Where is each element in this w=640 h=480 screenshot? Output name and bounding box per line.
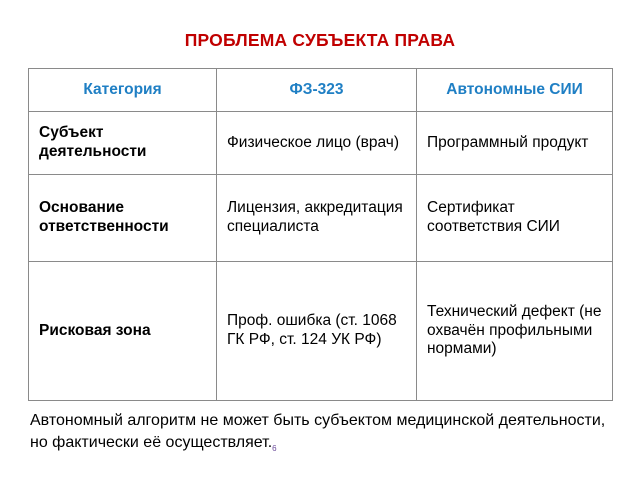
cell-fz323-risk-zone: Проф. ошибка (ст. 1068 ГК РФ, ст. 124 УК РФ) [217, 262, 417, 401]
table-row [29, 262, 613, 401]
comparison-table-container [28, 68, 612, 401]
table-row [29, 175, 613, 262]
row-label-subject: Субъект деятельности [29, 112, 217, 175]
page-title: ПРОБЛЕМА СУБЪЕКТА ПРАВА [184, 30, 456, 50]
cell-sii-risk-zone: Технический дефект (не охвачён профильными нормами) [417, 262, 613, 401]
row-label-risk-zone: Рисковая зона [29, 262, 217, 401]
table-header-row [29, 69, 613, 112]
column-header-sii: Автономные СИИ [417, 69, 613, 112]
footnote [30, 410, 620, 454]
footnote-marker: 6 [272, 444, 277, 454]
table-body [29, 112, 613, 401]
comparison-table [28, 68, 613, 401]
table-row [29, 112, 613, 175]
column-header-category: Категория [29, 69, 217, 112]
column-header-fz323: ФЗ-323 [217, 69, 417, 112]
cell-sii-subject: Программный продукт [417, 112, 613, 175]
row-label-liability-basis: Основание ответственности [29, 175, 217, 262]
cell-fz323-liability-basis: Лицензия, аккредитация специалиста [217, 175, 417, 262]
table-header [29, 69, 613, 112]
cell-sii-liability-basis: Сертификат соответствия СИИ [417, 175, 613, 262]
footnote-text: Автономный алгоритм не может быть субъектом медицинской деятельности, но фактически её осуществляет. [30, 412, 606, 452]
cell-fz323-subject: Физическое лицо (врач) [217, 112, 417, 175]
